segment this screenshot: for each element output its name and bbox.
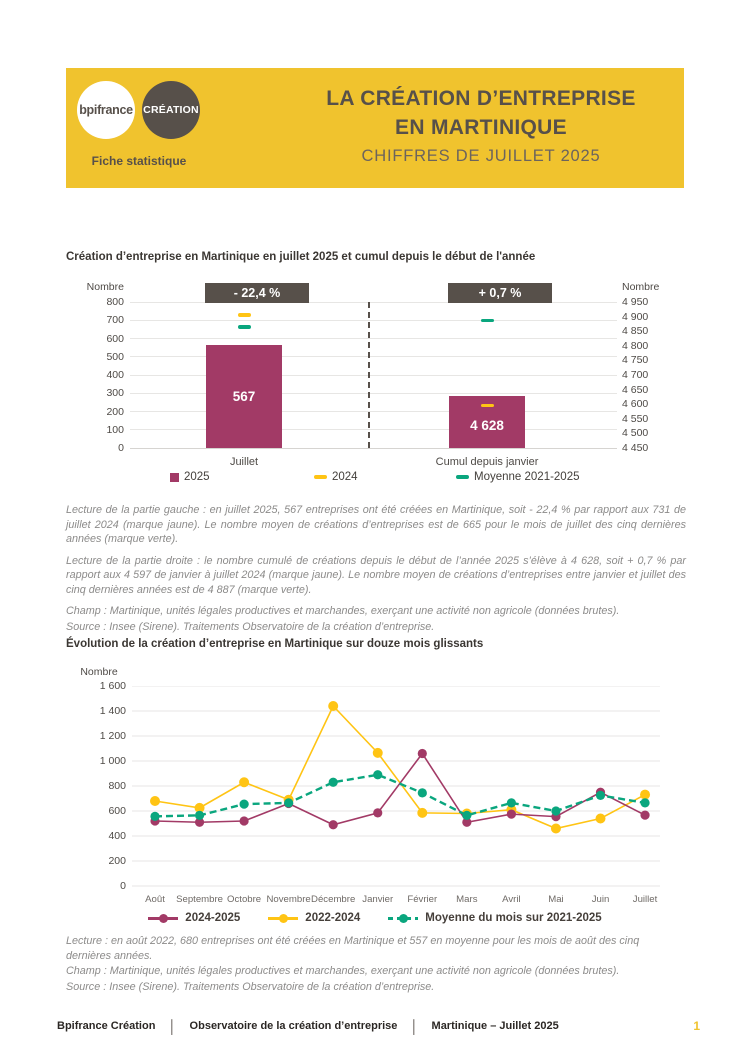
page-title-line2: EN MARTINIQUE bbox=[395, 116, 567, 139]
y-axis-tick-label: 0 bbox=[120, 880, 126, 892]
legend-item bbox=[388, 912, 601, 924]
data-point bbox=[240, 816, 249, 825]
legend-label: Moyenne 2021-2025 bbox=[474, 471, 580, 483]
left-axis-tick-label: 0 bbox=[118, 442, 124, 454]
x-axis-tick-label: Octobre bbox=[227, 894, 262, 905]
legend-marker bbox=[148, 913, 178, 923]
tagline: Fiche statistique bbox=[91, 154, 187, 168]
footer bbox=[57, 1016, 700, 1036]
x-axis-tick-label: Août bbox=[145, 894, 165, 905]
legend-label: 2025 bbox=[184, 471, 210, 483]
x-axis-tick-label: Mai bbox=[548, 894, 564, 905]
gridline bbox=[130, 320, 617, 321]
y-axis-tick-label: 600 bbox=[108, 805, 126, 817]
legend-item bbox=[148, 912, 240, 924]
data-point bbox=[418, 788, 427, 797]
right-axis-tick-label: 4 500 bbox=[622, 427, 649, 440]
x-axis-tick-label: Décembre bbox=[311, 894, 356, 905]
gridline bbox=[130, 429, 617, 430]
line-chart-plot bbox=[132, 686, 660, 896]
legend-item bbox=[268, 912, 360, 924]
legend-marker bbox=[314, 475, 327, 479]
legend-label: Moyenne du mois sur 2021-2025 bbox=[425, 912, 602, 924]
note-champ-2: Champ : Martinique, unités légales productives et marchandes, exerçant une activité non agricole (données brutes). bbox=[66, 965, 620, 977]
page-title-line1: LA CRÉATION D’ENTREPRISE bbox=[326, 87, 636, 110]
mark-2024 bbox=[238, 313, 251, 317]
right-axis-tick-label: 4 650 bbox=[622, 383, 649, 396]
data-point bbox=[640, 811, 649, 820]
gridline bbox=[130, 356, 617, 357]
data-point bbox=[239, 777, 249, 787]
data-point bbox=[596, 814, 606, 824]
left-axis-tick-label: 100 bbox=[106, 423, 124, 436]
notes-chart1 bbox=[66, 503, 686, 635]
left-axis-tick-label: 300 bbox=[106, 387, 124, 400]
data-point bbox=[150, 812, 159, 821]
x-axis-tick-label: Juin bbox=[591, 894, 610, 905]
right-axis-tick-label: 4 700 bbox=[622, 369, 649, 381]
legend-label: 2024 bbox=[332, 471, 358, 483]
x-axis-tick-label: Avril bbox=[502, 894, 521, 905]
data-point bbox=[240, 800, 249, 809]
gridline bbox=[130, 393, 617, 394]
note-lecture-droite: Lecture de la partie droite : le nombre cumulé de créations depuis le début de l’année 2025 s’élève à 4 628, soit + 0,7 % par rapport aux 4 597 de janvier à juillet 2024 (marque jaune). Le nombre moyen de créations d’entreprises entre janvier et juillet des cinq dernières années est de 4 887 (marque verte). bbox=[66, 554, 686, 596]
gridline bbox=[130, 338, 617, 339]
legend-marker bbox=[170, 473, 179, 482]
data-point bbox=[329, 820, 338, 829]
right-axis-tick-label: 4 850 bbox=[622, 325, 649, 338]
group-divider bbox=[368, 302, 370, 448]
data-point bbox=[373, 770, 382, 779]
y-axis-tick-label: 1 400 bbox=[99, 705, 126, 717]
data-point bbox=[551, 824, 561, 834]
x-axis-tick-label: Juillet bbox=[632, 894, 658, 905]
variation-badge: - 22,4 % bbox=[205, 283, 309, 303]
left-axis-tick-label: 600 bbox=[106, 332, 124, 345]
right-axis-tick-label: 4 900 bbox=[622, 310, 649, 323]
creation-logo-text: CRÉATION bbox=[143, 104, 199, 116]
data-point bbox=[195, 811, 204, 820]
y-axis-tick-label: 200 bbox=[108, 855, 126, 867]
series-line bbox=[155, 754, 645, 825]
y-axis-tick-label: 1 000 bbox=[99, 755, 126, 767]
y-axis-tick-label: 1 600 bbox=[99, 680, 126, 692]
legend-label: 2024-2025 bbox=[185, 912, 241, 924]
footer-observatory: Observatoire de la création d’entreprise bbox=[189, 1020, 398, 1032]
note-source: Source : Insee (Sirene). Traitements Observatoire de la création d’entreprise. bbox=[66, 620, 435, 633]
data-point bbox=[507, 798, 516, 807]
legend-item bbox=[170, 471, 210, 483]
variation-badge: + 0,7 % bbox=[448, 283, 552, 303]
left-axis-tick-label: 500 bbox=[106, 350, 124, 363]
legend-marker-dot bbox=[399, 914, 408, 923]
page-subtitle: CHIFFRES DE JUILLET 2025 bbox=[361, 147, 601, 165]
right-axis-tick-label: 4 550 bbox=[622, 412, 649, 425]
header-band bbox=[66, 68, 684, 188]
line-chart-y-axis-label: Nombre bbox=[80, 666, 118, 678]
footer-separator: │ bbox=[410, 1018, 419, 1034]
legend-label: 2022-2024 bbox=[305, 912, 361, 924]
data-point bbox=[507, 810, 516, 819]
x-axis-tick-label: Février bbox=[407, 894, 438, 905]
data-point bbox=[551, 806, 560, 815]
gridline bbox=[130, 411, 617, 412]
bar-chart-title: Création d’entreprise en Martinique en juillet 2025 et cumul depuis le début de l'année bbox=[66, 251, 536, 263]
right-axis-tick-label: 4 600 bbox=[622, 398, 649, 411]
right-axis-tick-label: 4 450 bbox=[622, 442, 649, 454]
bar-chart-left-axis-label: Nombre bbox=[86, 281, 124, 293]
right-axis-tick-label: 4 950 bbox=[622, 296, 649, 308]
bpifrance-logo bbox=[77, 81, 135, 139]
x-axis-tick-label: Novembre bbox=[266, 894, 311, 905]
notes-chart2 bbox=[66, 934, 686, 995]
data-point bbox=[373, 808, 382, 817]
data-point bbox=[373, 748, 383, 758]
note-champ: Champ : Martinique, unités légales productives et marchandes, exerçant une activité non agricole (données brutes). bbox=[66, 605, 620, 617]
mark-2024 bbox=[481, 404, 494, 408]
legend-item bbox=[314, 471, 358, 483]
bar-value-label: 4 628 bbox=[470, 418, 504, 434]
y-axis-tick-label: 800 bbox=[108, 780, 126, 792]
left-axis-tick-label: 200 bbox=[106, 405, 124, 418]
note-lecture: Lecture : en août 2022, 680 entreprises ont été créées en Martinique et 557 en moyenne pour les mois de août des cinq dernières années. bbox=[66, 935, 640, 962]
data-point bbox=[417, 808, 427, 818]
x-axis-tick-label: Janvier bbox=[362, 894, 394, 905]
gridline bbox=[130, 375, 617, 376]
data-point bbox=[328, 701, 338, 711]
footer-separator: │ bbox=[168, 1018, 177, 1034]
right-axis-tick-label: 4 750 bbox=[622, 354, 649, 367]
gridline bbox=[130, 448, 617, 449]
line-chart bbox=[66, 655, 684, 935]
left-axis-tick-label: 400 bbox=[106, 369, 124, 381]
data-point bbox=[640, 798, 649, 807]
legend-marker bbox=[456, 475, 469, 479]
x-axis-tick-label: Septembre bbox=[176, 894, 224, 905]
data-point bbox=[150, 796, 160, 806]
bar-value-label: 567 bbox=[232, 389, 256, 405]
data-point bbox=[640, 790, 650, 800]
x-axis-tick-label: Mars bbox=[456, 894, 478, 905]
page-title bbox=[286, 84, 676, 166]
mark-moyenne bbox=[481, 319, 494, 323]
data-point bbox=[418, 749, 427, 758]
legend-marker-dot bbox=[159, 914, 168, 923]
legend-item bbox=[456, 471, 580, 483]
data-point bbox=[596, 791, 605, 800]
left-axis-tick-label: 800 bbox=[106, 296, 124, 308]
series-line bbox=[155, 775, 645, 817]
y-axis-tick-label: 400 bbox=[108, 830, 126, 842]
line-chart-legend bbox=[66, 912, 684, 924]
footer-region-date: Martinique – Juillet 2025 bbox=[431, 1020, 559, 1032]
note-lecture-gauche: Lecture de la partie gauche : en juillet 2025, 567 entreprises ont été créées en Martinique, soit - 22,4 % par rapport aux 731 de juillet 2024 (marque jaune). Le nombre moyen de créations d’entreprises est de 665 pour le mois de juillet des cinq dernières années (marque verte). bbox=[66, 504, 686, 545]
y-axis-tick-label: 1 200 bbox=[99, 730, 126, 742]
bpifrance-logo-text: bpifrance bbox=[79, 103, 133, 117]
category-label: Juillet bbox=[229, 456, 259, 468]
data-point bbox=[284, 798, 293, 807]
right-axis-tick-label: 4 800 bbox=[622, 339, 649, 352]
bar-chart-right-axis-label: Nombre bbox=[622, 281, 660, 293]
data-point bbox=[462, 811, 471, 820]
bar-chart-plot bbox=[130, 302, 617, 448]
footer-brand: Bpifrance Création bbox=[57, 1020, 156, 1032]
mark-moyenne bbox=[238, 325, 251, 329]
line-chart-title: Évolution de la création d’entreprise en Martinique sur douze mois glissants bbox=[66, 638, 484, 650]
note-source-2: Source : Insee (Sirene). Traitements Observatoire de la création d’entreprise. bbox=[66, 980, 435, 993]
page-number: 1 bbox=[693, 1019, 700, 1033]
data-point bbox=[329, 778, 338, 787]
legend-marker bbox=[268, 913, 298, 923]
left-axis-tick-label: 700 bbox=[106, 314, 124, 327]
category-label: Cumul depuis janvier bbox=[435, 456, 539, 468]
series-line bbox=[155, 706, 645, 829]
creation-logo bbox=[142, 81, 200, 139]
legend-marker-dot bbox=[279, 914, 288, 923]
bar-chart bbox=[66, 280, 684, 492]
legend-marker bbox=[388, 913, 418, 923]
